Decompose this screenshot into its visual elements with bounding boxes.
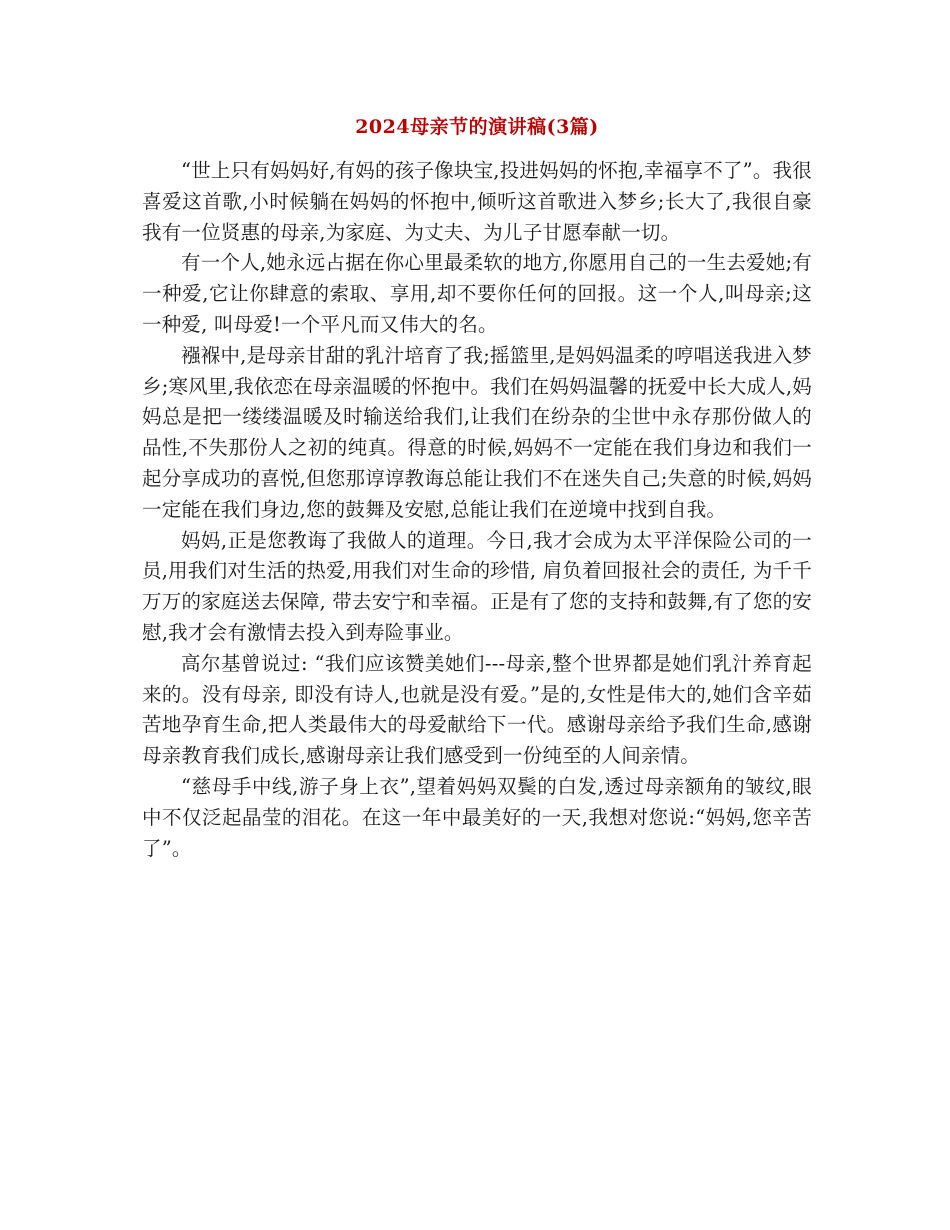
paragraph-4: 妈妈,正是您教诲了我做人的道理。今日,我才会成为太平洋保险公司的一员,用我们对生活的热爱,用我们对生命的珍惜, 肩负着回报社会的责任, 为千千万万的家庭送去保障, 带去安宁和幸福。正是有了您的支持和鼓舞,有了您的安慰,我才会有激情去投入到寿险事业。 <box>142 528 812 644</box>
paragraph-1: “世上只有妈妈好,有妈的孩子像块宝,投进妈妈的怀抱,幸福享不了”。我很喜爱这首歌,小时候躺在妈妈的怀抱中,倾听这首歌进入梦乡;长大了,我很自豪我有一位贤惠的母亲,为家庭、为丈夫、为儿子甘愿奉献一切。 <box>142 159 812 244</box>
paragraph-2: 有一个人,她永远占据在你心里最柔软的地方,你愿用自己的一生去爱她;有一种爱,它让你肆意的索取、享用,却不要你任何的回报。这一个人,叫母亲;这一种爱, 叫母爱!一个平凡而又伟大的名。 <box>142 251 812 336</box>
document-title: 2024母亲节的演讲稿(3篇) <box>355 116 599 138</box>
paragraph-6: “慈母手中线,游子身上衣”,望着妈妈双鬓的白发,透过母亲额角的皱纹,眼中不仅泛起晶莹的泪花。在这一年中最美好的一天,我想对您说:“妈妈,您辛苦了”。 <box>142 774 812 860</box>
paragraph-3: 襁褓中,是母亲甘甜的乳汁培育了我;摇篮里,是妈妈温柔的哼唱送我进入梦乡;寒风里,我依恋在母亲温暖的怀抱中。我们在妈妈温馨的抚爱中长大成人,妈妈总是把一缕缕温暖及时输送给我们,让我们在纷杂的尘世中永存那份做人的品性,不失那份人之初的纯真。得意的时候,妈妈不一定能在我们身边和我们一起分享成功的喜悦,但您那谆谆教诲总能让我们不在迷失自己;失意的时候,妈妈一定能在我们身边,您的鼓舞及安慰,总能让我们在逆境中找到自我。 <box>142 343 812 521</box>
paragraph-5: 高尔基曾说过: “我们应该赞美她们---母亲,整个世界都是她们乳汁养育起来的。没有母亲, 即没有诗人,也就是没有爱。”是的,女性是伟大的,她们含辛茹苦地孕育生命,把人类最伟大的母爱献给下一代。感谢母亲给予我们生命,感谢母亲教育我们成长,感谢母亲让我们感受到一份纯至的人间亲情。 <box>142 651 812 768</box>
